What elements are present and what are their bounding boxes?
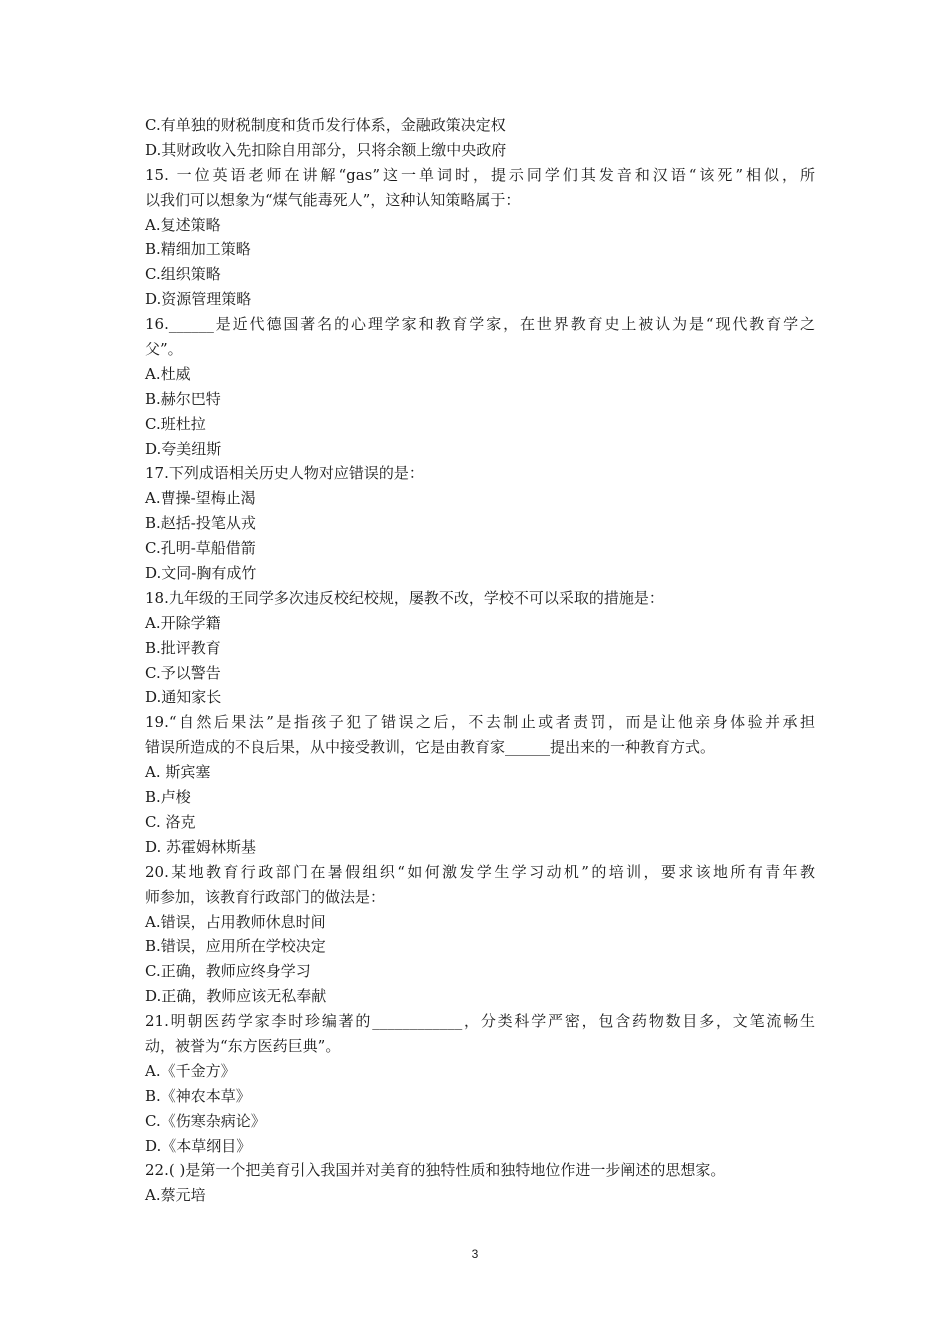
text-line: A.杜威 — [145, 364, 191, 383]
question-text-block — [145, 113, 815, 1208]
text-line: A.错误，占用教师休息时间 — [145, 912, 326, 931]
text-line: D. 苏霍姆林斯基 — [145, 837, 257, 856]
text-line: 15. 一位英语老师在讲解“gas”这一单词时，提示同学们其发音和汉语“该死”相似，所 — [145, 165, 815, 184]
text-line: C.正确，教师应终身学习 — [145, 962, 311, 981]
text-line: 父”。 — [145, 340, 183, 359]
text-line: A.开除学籍 — [145, 613, 221, 632]
text-line: 错误所造成的不良后果，从中接受教训，它是由教育家______提出来的一种教育方式。 — [145, 738, 716, 757]
text-line: D.其财政收入先扣除自用部分，只将余额上缴中央政府 — [145, 140, 507, 159]
text-line: D.通知家长 — [145, 688, 222, 707]
text-line: 21.明朝医药学家李时珍编著的____________，分类科学严密，包含药物数目多，文笔流畅生 — [145, 1012, 815, 1031]
text-line: 19.“自然后果法”是指孩子犯了错误之后，不去制止或者责罚，而是让他亲身体验并承担 — [145, 713, 815, 732]
text-line: D.夸美纽斯 — [145, 439, 222, 458]
text-line: B.批评教育 — [145, 638, 221, 657]
text-line: 22.( )是第一个把美育引入我国并对美育的独特性质和独特地位作进一步阐述的思想家。 — [145, 1161, 726, 1180]
page-number: 3 — [471, 1247, 479, 1261]
text-line: A.《千金方》 — [145, 1061, 236, 1080]
text-line: B.《神农本草》 — [145, 1086, 251, 1105]
text-line: A.曹操-望梅止渴 — [145, 489, 256, 508]
text-line: 16.______是近代德国著名的心理学家和教育学家，在世界教育史上被认为是“现代教育学之 — [145, 315, 815, 334]
text-line: 18.九年级的王同学多次违反校纪校规，屡教不改，学校不可以采取的措施是： — [145, 588, 664, 607]
text-line: B.赫尔巴特 — [145, 389, 221, 408]
text-line: A. 斯宾塞 — [145, 763, 211, 782]
text-line: C.有单独的财税制度和货币发行体系，金融政策决定权 — [145, 116, 506, 134]
text-line: D.资源管理策略 — [145, 290, 252, 309]
text-line: D.正确，教师应该无私奉献 — [145, 987, 327, 1006]
text-line: B.赵括-投笔从戎 — [145, 514, 256, 533]
text-line: B.错误，应用所在学校决定 — [145, 937, 326, 956]
text-line: C.《伤寒杂病论》 — [145, 1111, 266, 1130]
text-line: C.班杜拉 — [145, 414, 206, 433]
text-line: C. 洛克 — [145, 812, 196, 831]
text-line: D.文同-胸有成竹 — [145, 564, 257, 583]
text-line: 17.下列成语相关历史人物对应错误的是： — [145, 464, 424, 483]
text-line: 以我们可以想象为“煤气能毒死人”，这种认知策略属于： — [145, 190, 521, 209]
text-line: B.卢梭 — [145, 788, 191, 807]
text-line: A.蔡元培 — [145, 1186, 206, 1205]
text-line: D.《本草纲目》 — [145, 1136, 252, 1155]
text-line: C.予以警告 — [145, 663, 221, 682]
text-line: 20.某地教育行政部门在暑假组织“如何激发学生学习动机”的培训，要求该地所有青年教 — [145, 862, 815, 881]
text-line: 动，被誉为“东方医药巨典”。 — [145, 1036, 341, 1055]
text-line: C.组织策略 — [145, 265, 221, 284]
text-line: 师参加，该教育行政部门的做法是： — [145, 887, 386, 906]
text-line: C.孔明-草船借箭 — [145, 539, 256, 558]
text-line: B.精细加工策略 — [145, 240, 251, 259]
text-line: A.复述策略 — [145, 215, 221, 234]
